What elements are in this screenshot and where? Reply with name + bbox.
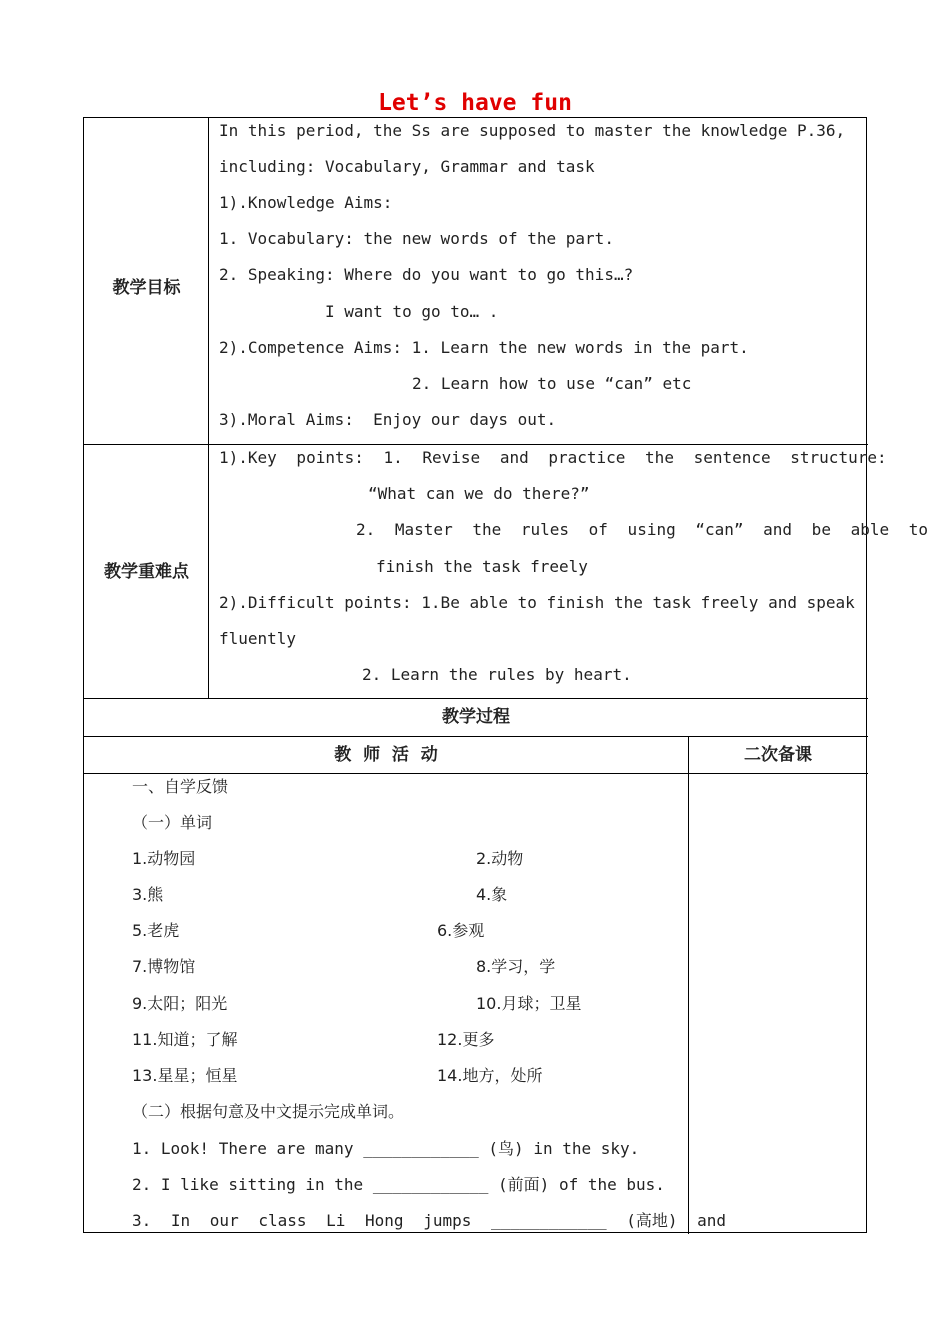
page-title: Let’s have fun bbox=[378, 90, 572, 116]
key-points-line: “What can we do there?” bbox=[368, 484, 590, 503]
aims-line: 1).Knowledge Aims: bbox=[219, 193, 393, 212]
aims-label: 教学目标 bbox=[112, 278, 181, 298]
key-points-line: 2).Difficult points: 1.Be able to finish the task freely and speak bbox=[219, 593, 855, 612]
aims-line: 2. Speaking: Where do you want to go this…? bbox=[219, 265, 634, 284]
subsection-heading: （二）根据句意及中文提示完成单词。 bbox=[132, 1102, 405, 1121]
aims-line: including: Vocabulary, Grammar and task bbox=[219, 157, 595, 176]
aims-line: 1. Vocabulary: the new words of the part. bbox=[219, 229, 614, 248]
column-divider bbox=[688, 736, 689, 1234]
key-points-line: 1).Key points: 1. Revise and practice the sentence structure: bbox=[219, 448, 887, 467]
key-points-line: finish the task freely bbox=[376, 557, 588, 576]
row-divider bbox=[84, 736, 868, 737]
word-item: 14.地方，处所 bbox=[437, 1066, 543, 1085]
aims-line: In this period, the Ss are supposed to master the knowledge P.36, bbox=[219, 121, 846, 140]
exercise-sentence: 2. I like sitting in the ____________ (前面) of the bus. bbox=[132, 1175, 665, 1194]
aims-line: 3).Moral Aims: Enjoy our days out. bbox=[219, 410, 557, 429]
process-title: 教学过程 bbox=[442, 707, 510, 727]
exercise-sentence: 1. Look! There are many ____________ (鸟) in the sky. bbox=[132, 1139, 640, 1158]
word-item: 10.月球；卫星 bbox=[476, 994, 582, 1013]
word-item: 5.老虎 bbox=[132, 921, 180, 940]
word-item: 8.学习，学 bbox=[476, 957, 556, 976]
word-item: 4.象 bbox=[476, 885, 508, 904]
word-item: 6.参观 bbox=[437, 921, 485, 940]
key-points-line: 2. Master the rules of using “can” and be able to bbox=[356, 520, 929, 539]
aims-line: I want to go to… . bbox=[325, 302, 499, 321]
key-points-line: 2. Learn the rules by heart. bbox=[362, 665, 632, 684]
row-divider bbox=[84, 773, 868, 774]
word-item: 1.动物园 bbox=[132, 849, 196, 868]
word-item: 3.熊 bbox=[132, 885, 164, 904]
word-item: 7.博物馆 bbox=[132, 957, 196, 976]
word-item: 12.更多 bbox=[437, 1030, 495, 1049]
section-heading: 一、自学反馈 bbox=[132, 777, 229, 796]
word-item: 2.动物 bbox=[476, 849, 524, 868]
word-item: 13.星星；恒星 bbox=[132, 1066, 238, 1085]
key-points-label: 教学重难点 bbox=[104, 562, 189, 582]
row-divider bbox=[84, 444, 868, 445]
subsection-heading: （一）单词 bbox=[132, 813, 213, 832]
exercise-sentence: 3. In our class Li Hong jumps ____________ (高地) and bbox=[132, 1211, 727, 1230]
key-points-line: fluently bbox=[219, 629, 297, 648]
lesson-plan-table bbox=[83, 117, 929, 1233]
aims-line: 2. Learn how to use “can” etc bbox=[412, 374, 692, 393]
row-divider bbox=[84, 698, 868, 699]
aims-line: 2).Competence Aims: 1. Learn the new words in the part. bbox=[219, 338, 749, 357]
word-item: 9.太阳；阳光 bbox=[132, 994, 228, 1013]
word-item: 11.知道；了解 bbox=[132, 1030, 238, 1049]
teacher-activity-header: 教 师 活 动 bbox=[334, 745, 438, 765]
column-divider bbox=[208, 118, 209, 698]
second-prep-header: 二次备课 bbox=[744, 745, 812, 765]
